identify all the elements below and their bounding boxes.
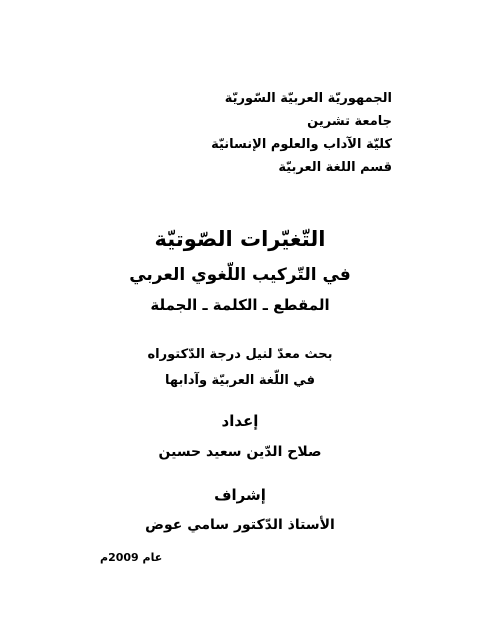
supervisor-name: الأستاذ الدّكتور سامي عوض [145,517,335,533]
thesis-subtitle: في التّركيب اللّغوي العربي [129,265,351,285]
thesis-subtitle-parts: المقطع ـ الكلمة ـ الجملة [150,296,330,314]
purpose-line-1: بحث معدّ لنيل درجة الدّكتوراه [147,347,333,362]
university-line: جامعة تشرين [307,114,392,129]
purpose-line-2: في اللّغة العربيّة وآدابها [165,373,315,388]
thesis-title: التّغيّرات الصّوتيّة [154,227,326,251]
preparation-label: إعداد [221,412,259,430]
department-line: قسم اللغة العربيّة [278,160,392,175]
year-line: عام 2009م [100,551,163,564]
faculty-line: كليّة الآداب والعلوم الإنسانيّة [211,137,392,152]
country-line: الجمهوريّة العربيّة السّوريّة [224,91,392,106]
author-name: صلاح الدّين سعيد حسين [158,444,322,460]
supervision-label: إشراف [214,486,266,504]
